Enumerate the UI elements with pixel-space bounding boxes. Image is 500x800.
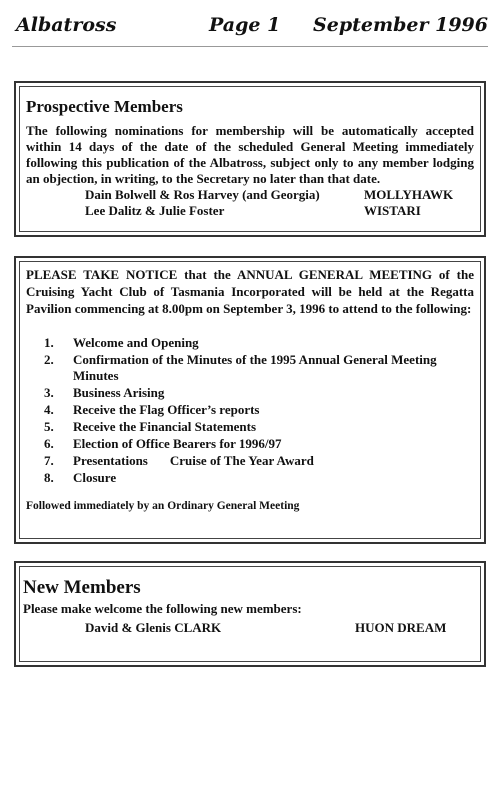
agenda-item bbox=[26, 453, 474, 469]
prospective-members-text: The following nominations for membership will be automatically accepted within 14 days of the date of the scheduled General Meeting immediately following this publication of the Albatross, subject only to any member lodging an objection, in writing, to the Secretary no later than that date. bbox=[26, 123, 474, 186]
agenda-number: 6. bbox=[44, 436, 54, 451]
agenda-number: 4. bbox=[44, 402, 54, 417]
boat-name: MOLLYHAWK bbox=[364, 187, 454, 202]
agenda-text: Confirmation of the Minutes of the 1995 Annual General Meeting Minutes bbox=[73, 352, 437, 383]
boat-name: HUON DREAM bbox=[355, 620, 447, 635]
agenda-number: 5. bbox=[44, 419, 54, 434]
agenda-list bbox=[26, 335, 474, 486]
agenda-number: 3. bbox=[44, 385, 54, 400]
new-members-box bbox=[14, 561, 486, 667]
agenda-text: Election of Office Bearers for 1996/97 bbox=[73, 436, 282, 451]
issue-date: September 1996 bbox=[313, 14, 488, 36]
agm-notice-box bbox=[14, 256, 486, 544]
agenda-text: Receive the Flag Officer’s reports bbox=[73, 402, 260, 417]
agenda-text: Receive the Financial Statements bbox=[73, 419, 257, 434]
agenda-item bbox=[26, 402, 474, 418]
agenda-item bbox=[26, 385, 474, 401]
agenda-text: Closure bbox=[73, 470, 117, 485]
prospective-member-row bbox=[26, 187, 474, 203]
agenda-text: Welcome and Opening bbox=[73, 335, 199, 350]
agenda-item bbox=[26, 470, 474, 486]
agm-notice-text: PLEASE TAKE NOTICE that the ANNUAL GENERAL MEETING of the Cruising Yacht Club of Tasmania Incorporated will be held at the Regatta Pavilion commencing at 8.00pm on September 3, 1996 to attend to the following: bbox=[26, 267, 474, 316]
followed-note: Followed immediately by an Ordinary General Meeting bbox=[26, 500, 300, 512]
agenda-text: Business Arising bbox=[73, 385, 165, 400]
boat-name: WISTARI bbox=[364, 203, 421, 218]
agenda-number: 7. bbox=[44, 453, 54, 468]
member-name: Lee Dalitz & Julie Foster bbox=[85, 203, 225, 218]
agenda-item bbox=[26, 419, 474, 435]
new-members-title: New Members bbox=[23, 577, 141, 598]
agenda-item bbox=[26, 352, 474, 384]
agenda-subtext: Cruise of The Year Award bbox=[169, 453, 314, 468]
agenda-number: 1. bbox=[44, 335, 54, 350]
header-rule bbox=[12, 46, 488, 47]
agenda-item bbox=[26, 335, 474, 351]
new-member-row bbox=[26, 620, 474, 638]
agenda-text: Presentations bbox=[73, 453, 148, 468]
newsletter-title: Albatross bbox=[16, 14, 117, 36]
agenda-number: 8. bbox=[44, 470, 54, 485]
new-members-intro: Please make welcome the following new members: bbox=[23, 601, 302, 616]
prospective-members-title: Prospective Members bbox=[26, 97, 183, 116]
member-name: David & Glenis CLARK bbox=[85, 620, 222, 635]
prospective-member-row bbox=[26, 203, 474, 219]
agenda-number: 2. bbox=[44, 352, 54, 367]
prospective-members-box bbox=[14, 81, 486, 237]
page-header bbox=[16, 14, 488, 40]
agenda-item bbox=[26, 436, 474, 452]
member-name: Dain Bolwell & Ros Harvey (and Georgia) bbox=[85, 187, 320, 202]
page-number: Page 1 bbox=[209, 14, 281, 36]
